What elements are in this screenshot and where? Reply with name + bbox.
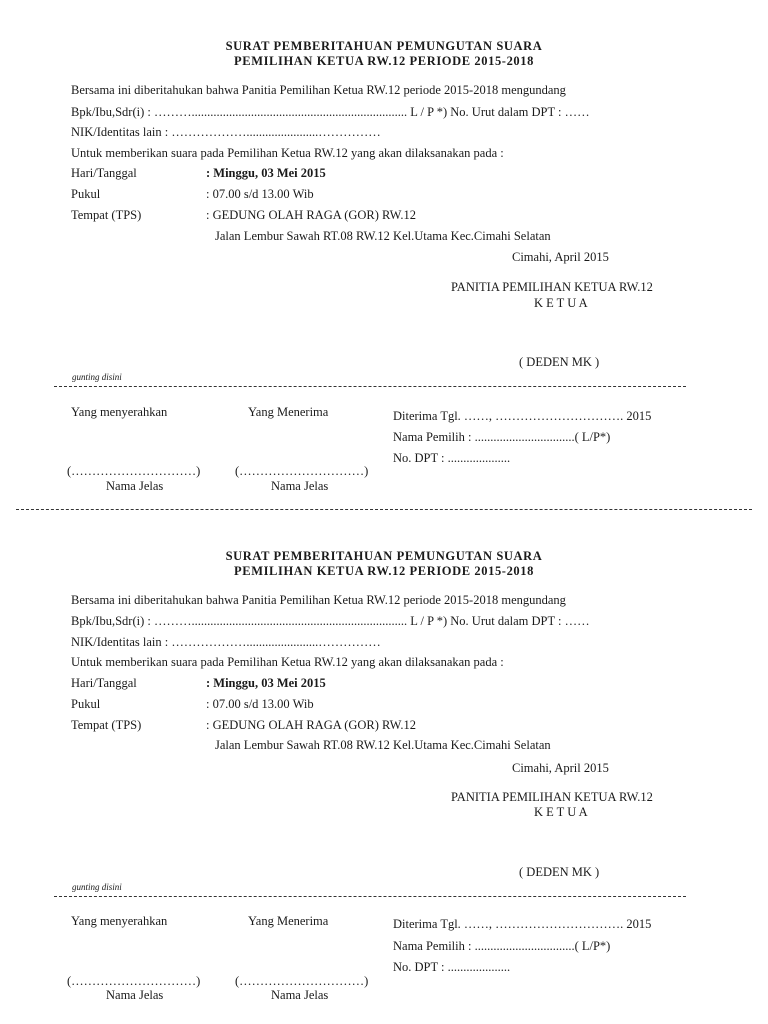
time-label: Pukul xyxy=(71,187,101,201)
dpt-number-line: No. DPT : .................... xyxy=(393,451,511,465)
signature-blank-handover: (…………………………) xyxy=(67,974,201,988)
signature-blank-receiver: (…………………………) xyxy=(235,974,369,988)
received-date-line: Diterima Tgl. ……, …………………………. 2015 xyxy=(393,917,652,931)
letter-title-line1: SURAT PEMBERITAHUAN PEMUNGUTAN SUARA xyxy=(225,39,543,53)
full-name-label-receiver: Nama Jelas xyxy=(271,988,329,1002)
signature-blank-handover: (…………………………) xyxy=(67,464,201,478)
dpt-number-line: No. DPT : .................... xyxy=(393,960,511,974)
time-label: Pukul xyxy=(71,697,101,711)
place-label: Tempat (TPS) xyxy=(71,718,142,732)
signature-blank-receiver: (…………………………) xyxy=(235,464,369,478)
full-name-label-handover: Nama Jelas xyxy=(106,988,164,1002)
receiver-label: Yang Menerima xyxy=(248,914,329,928)
letter-sheet-2 xyxy=(0,510,768,1020)
day-date-label: Hari/Tanggal xyxy=(71,166,137,180)
voter-name-line: Nama Pemilih : ................................( L/P*) xyxy=(393,939,611,953)
address-line: Jalan Lembur Sawah RT.08 RW.12 Kel.Utama Kec.Cimahi Selatan xyxy=(215,229,551,243)
signer-name: ( DEDEN MK ) xyxy=(519,865,600,879)
full-name-label-receiver: Nama Jelas xyxy=(271,479,329,493)
handover-label: Yang menyerahkan xyxy=(71,914,168,928)
purpose-line: Untuk memberikan suara pada Pemilihan Ketua RW.12 yang akan dilaksanakan pada : xyxy=(71,655,504,669)
received-date-line: Diterima Tgl. ……, …………………………. 2015 xyxy=(393,409,652,423)
intro-text: Bersama ini diberitahukan bahwa Panitia Pemilihan Ketua RW.12 periode 2015-2018 mengundang xyxy=(71,83,566,97)
letter-title-line1: SURAT PEMBERITAHUAN PEMUNGUTAN SUARA xyxy=(225,549,543,563)
signer-name: ( DEDEN MK ) xyxy=(519,355,600,369)
committee-name: PANITIA PEMILIHAN KETUA RW.12 xyxy=(451,280,653,294)
letter-title-line2: PEMILIHAN KETUA RW.12 PERIODE 2015-2018 xyxy=(234,54,534,68)
place-and-date: Cimahi, April 2015 xyxy=(512,761,609,775)
place-label: Tempat (TPS) xyxy=(71,208,142,222)
place-value: : GEDUNG OLAH RAGA (GOR) RW.12 xyxy=(206,208,416,222)
time-value: : 07.00 s/d 13.00 Wib xyxy=(206,187,314,201)
day-date-label: Hari/Tanggal xyxy=(71,676,137,690)
place-and-date: Cimahi, April 2015 xyxy=(512,250,609,264)
time-value: : 07.00 s/d 13.00 Wib xyxy=(206,697,314,711)
nik-line: NIK/Identitas lain : ……………….......................…………… xyxy=(71,635,381,649)
cut-here-label: gunting disini xyxy=(72,372,122,382)
recipient-line: Bpk/Ibu,Sdr(i) : ………..................................................................... L / P *) No. Urut dalam DPT : …… xyxy=(71,105,590,119)
chairman-title: K E T U A xyxy=(534,296,588,310)
letter-title-line2: PEMILIHAN KETUA RW.12 PERIODE 2015-2018 xyxy=(234,564,534,578)
receiver-label: Yang Menerima xyxy=(248,405,329,419)
recipient-line: Bpk/Ibu,Sdr(i) : ………..................................................................... L / P *) No. Urut dalam DPT : …… xyxy=(71,614,590,628)
day-date-value: : Minggu, 03 Mei 2015 xyxy=(206,676,326,690)
handover-label: Yang menyerahkan xyxy=(71,405,168,419)
nik-line: NIK/Identitas lain : ……………….......................…………… xyxy=(71,125,381,139)
day-date-value: : Minggu, 03 Mei 2015 xyxy=(206,166,326,180)
full-name-label-handover: Nama Jelas xyxy=(106,479,164,493)
cut-line xyxy=(54,896,686,897)
voter-name-line: Nama Pemilih : ................................( L/P*) xyxy=(393,430,611,444)
chairman-title: K E T U A xyxy=(534,805,588,819)
intro-text: Bersama ini diberitahukan bahwa Panitia Pemilihan Ketua RW.12 periode 2015-2018 mengundang xyxy=(71,593,566,607)
letter-sheet-1 xyxy=(0,0,768,510)
cut-line xyxy=(54,386,686,387)
purpose-line: Untuk memberikan suara pada Pemilihan Ketua RW.12 yang akan dilaksanakan pada : xyxy=(71,146,504,160)
place-value: : GEDUNG OLAH RAGA (GOR) RW.12 xyxy=(206,718,416,732)
cut-here-label: gunting disini xyxy=(72,882,122,892)
address-line: Jalan Lembur Sawah RT.08 RW.12 Kel.Utama Kec.Cimahi Selatan xyxy=(215,738,551,752)
committee-name: PANITIA PEMILIHAN KETUA RW.12 xyxy=(451,790,653,804)
